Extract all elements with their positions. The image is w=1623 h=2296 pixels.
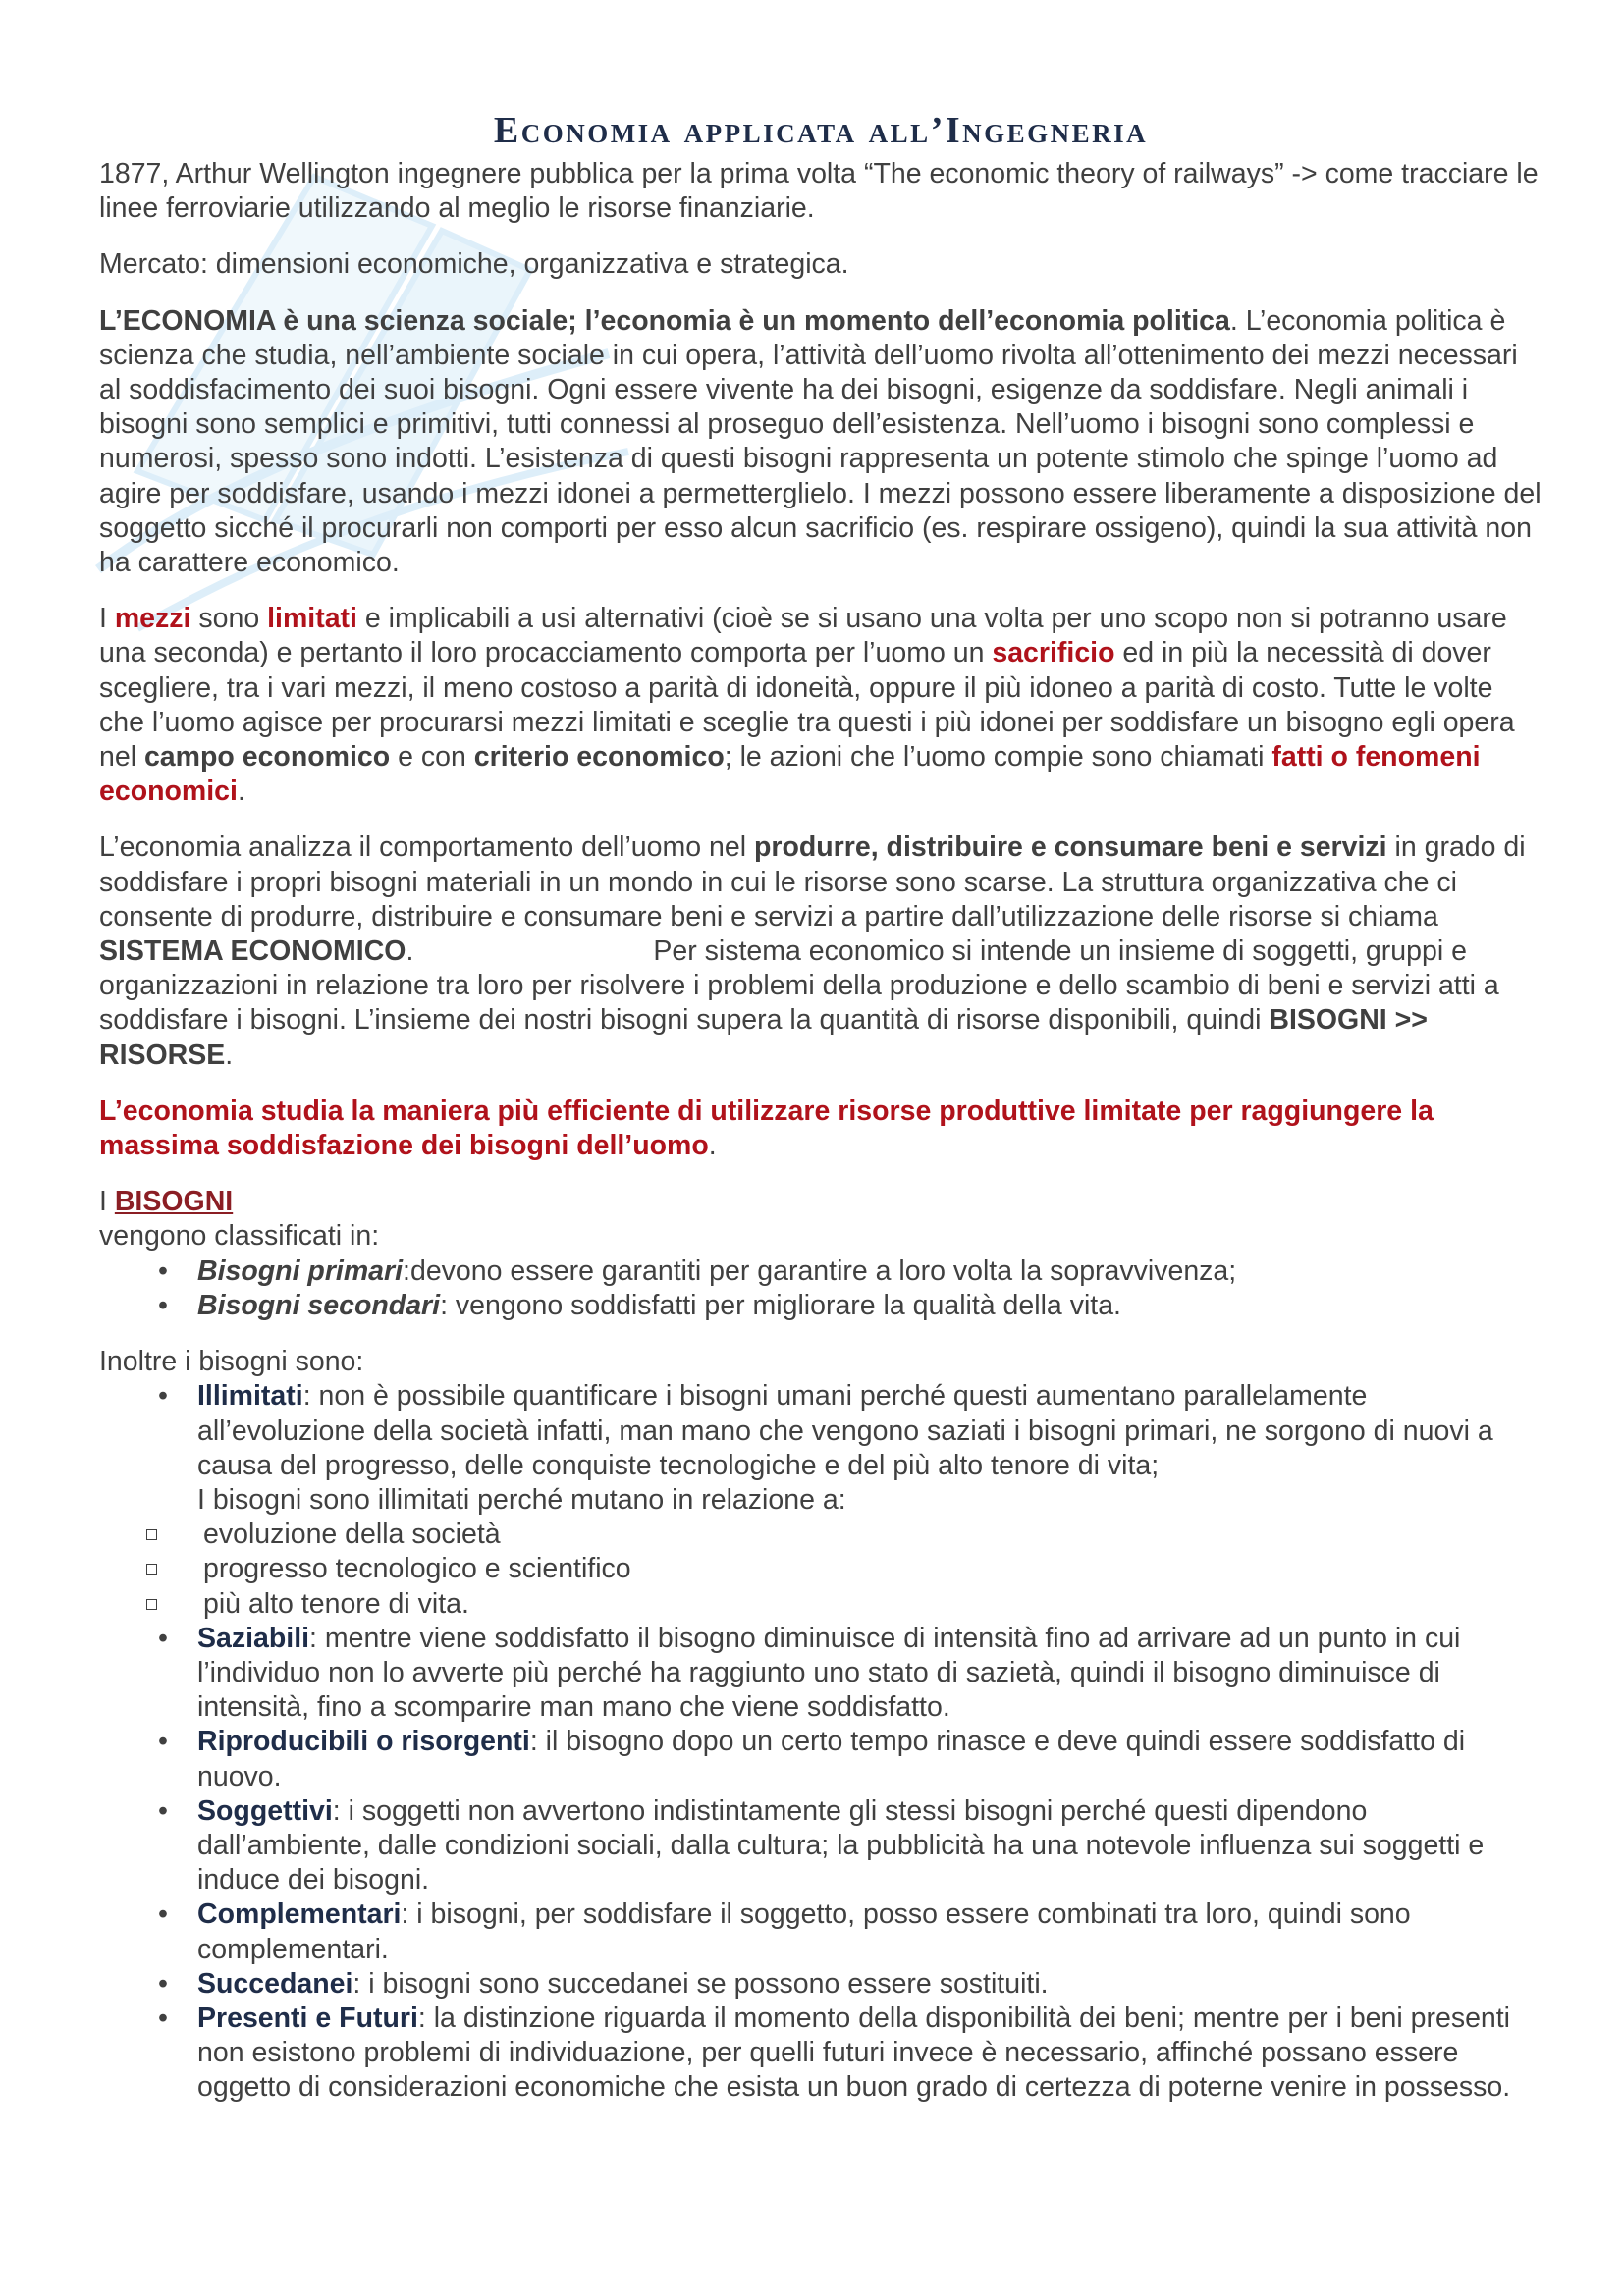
- economia-definition: L’ECONOMIA è una scienza sociale; l’economia è un momento dell’economia politica: [99, 304, 1230, 337]
- list-item: [99, 1622, 1542, 1726]
- inoltre-line: Inoltre i bisogni sono:: [99, 1346, 364, 1378]
- page-title: Economia applicata all’Ingegneria: [493, 110, 1149, 151]
- mezzi-text: e implicabili a usi alternativi (cioè se si usano una volta per uno scopo non si potranno usare una seconda) e pertanto il loro procacciamento comporta per l’uomo un: [99, 603, 1507, 669]
- list-item-text: : mentre viene soddisfatto il bisogno diminuisce di intensità fino ad arrivare ad un punto in cui l’individuo non lo avverte più perché ha raggiunto uno stato di sazietà, quindi il bisogno diminuisce di intensità, fino a scomparire man mano che viene soddisfatto.: [197, 1622, 1461, 1724]
- mezzi-text: sono: [190, 603, 268, 635]
- list-item-text: progresso tecnologico e scientifico: [203, 1553, 631, 1585]
- list-item: [99, 1725, 1542, 1793]
- caratteristiche-list: [99, 1622, 1542, 2106]
- bullet-icon: •: [158, 1255, 168, 1287]
- mezzi-text: .: [237, 775, 245, 808]
- list-item: [99, 1255, 1542, 1289]
- mezzi-text: I: [99, 603, 115, 635]
- bold-campo-economico: campo economico: [143, 741, 391, 774]
- bullet-icon: •: [158, 1898, 168, 1931]
- bold-bisogni-risorse: BISOGNI >> RISORSE: [99, 1004, 1428, 1071]
- analisi-paragraph: [99, 830, 1542, 1072]
- definition-paragraph: [99, 1095, 1542, 1163]
- list-item-text: : i bisogni sono succedanei se possono essere sostituiti.: [352, 1967, 1049, 2000]
- analisi-text: L’economia analizza il comportamento dell’uomo nel: [99, 831, 754, 864]
- bisogni-subheading: vengono classificati in:: [99, 1220, 380, 1253]
- bullet-icon: •: [158, 1289, 168, 1321]
- list-item-text: : i bisogni, per soddisfare il soggetto, posso essere combinati tra loro, quindi sono complementari.: [197, 1898, 1411, 1965]
- classificazione-list: [99, 1255, 1542, 1323]
- highlight-mezzi: mezzi: [114, 603, 191, 635]
- bisogni-pre: I: [99, 1186, 115, 1218]
- illimitati-continuation: I bisogni sono illimitati perché mutano in relazione a:: [197, 1483, 846, 1516]
- analisi-text: Per sistema economico si intende un insieme di soggetti, gruppi e organizzazioni in relazione tra loro per risolvere i problemi della produzione e dello scambio di beni e servizi atti a soddisfare i bisogni. L’insieme dei nostri bisogni supera la quantità di risorse disponibili, quindi: [99, 935, 1499, 1037]
- list-item-text: : non è possibile quantificare i bisogni umani perché questi aumentano parallelamente all’evoluzione della società infatti, man mano che vengono saziati i bisogni primari, ne sorgono di nuovi a causa del progresso, delle conquiste tecnologiche e del più alto tenore di vita;: [197, 1380, 1493, 1481]
- list-item-text: : il bisogno dopo un certo tempo rinasce e deve quindi essere soddisfatto di nuovo.: [197, 1726, 1466, 1792]
- analisi-text: .: [406, 935, 414, 968]
- list-item-text: più alto tenore di vita.: [203, 1587, 469, 1620]
- bisogni-link[interactable]: BISOGNI: [114, 1186, 234, 1218]
- list-item: [99, 1897, 1542, 1966]
- mercato-paragraph: Mercato: dimensioni economiche, organizzativa e strategica.: [99, 248, 849, 281]
- bullet-icon: •: [158, 1726, 168, 1758]
- square-bullet-icon: [146, 1529, 157, 1540]
- document-page: [99, 106, 1542, 2106]
- list-item: [99, 1794, 1542, 1898]
- square-bullet-icon: [146, 1564, 157, 1575]
- list-item-term: Riproducibili o risorgenti: [197, 1726, 530, 1758]
- economia-text: . L’economia politica è scienza che studia, nell’ambiente sociale in cui opera, l’attività dell’uomo rivolta all’ottenimento dei mezzi necessari al soddisfacimento dei suoi bisogni. Ogni essere vivente ha dei bisogni, esigenze da soddisfare. Negli animali i bisogni sono semplici e primitivi, tutti connessi al proseguo dell’esistenza. Nell’uomo i bisogni sono complessi e numerosi, spesso sono indotti. L’esistenza di questi bisogni rappresenta un potente stimolo che spinge l’uomo ad agire per soddisfare, usando i mezzi idonei a permetterglielo. I mezzi possono essere liberamente a disposizione del soggetto sicché il procurarli non comporti per esso alcun sacrificio (es. respirare ossigeno), quindi la sua attività non ha carattere economico.: [99, 304, 1542, 579]
- analisi-text: .: [225, 1039, 234, 1071]
- highlight-fatti-economici: fatti o fenomeni economici: [99, 741, 1481, 808]
- list-item: [99, 1518, 1542, 1552]
- analisi-text: in grado di soddisfare i propri bisogni materiali in un mondo in cui le risorse sono scarse. La struttura organizzativa che ci consente di produrre, distribuire e consumare beni e servizi a partire dall’utilizzazione delle risorse si chiama: [99, 831, 1526, 933]
- list-item-text: : la distinzione riguarda il momento della disponibilità dei beni; mentre per i beni presenti non esistono problemi di individuazione, per quelli futuri invece è necessario, affinché possano essere oggetto di considerazioni economiche che esista un buon grado di certezza di poterne venire in possesso.: [197, 2002, 1511, 2104]
- highlight-sacrificio: sacrificio: [992, 637, 1115, 669]
- definition-end: .: [708, 1130, 717, 1162]
- list-item: [99, 1289, 1542, 1323]
- list-item-term: Presenti e Futuri: [197, 2002, 418, 2034]
- list-item-text: :devono essere garantiti per garantire a loro volta la sopravvivenza;: [403, 1255, 1237, 1287]
- square-bullet-icon: [146, 1599, 157, 1610]
- bullet-icon: •: [158, 2002, 168, 2034]
- mutano-list: [99, 1518, 1542, 1622]
- list-item: [99, 1379, 1542, 1483]
- list-item-term: Bisogni secondari: [197, 1289, 441, 1321]
- list-item: [99, 1552, 1542, 1586]
- list-item-term: Illimitati: [197, 1380, 303, 1413]
- list-item-text: : i soggetti non avvertono indistintamente gli stessi bisogni perché questi dipendono dall’ambiente, dalle condizioni sociali, dalla cultura; la pubblicità ha una notevole influenza sui soggetti e induce dei bisogni.: [197, 1794, 1485, 1896]
- list-item-term: Succedanei: [197, 1967, 353, 2000]
- mezzi-paragraph: [99, 602, 1542, 809]
- list-item-text: : vengono soddisfatti per migliorare la qualità della vita.: [440, 1289, 1121, 1321]
- list-item: [99, 1587, 1542, 1622]
- intro-paragraph: 1877, Arthur Wellington ingegnere pubblica per la prima volta “The economic theory of railways” -> come tracciare le linee ferroviarie utilizzando al meglio le risorse finanziarie.: [99, 158, 1539, 225]
- list-item-term: Complementari: [197, 1898, 402, 1931]
- mezzi-text: ed in più la necessità di dover scegliere, tra i vari mezzi, il meno costoso a parità di idoneità, oppure il più idoneo a parità di costo. Tutte le volte che l’uomo agisce per procurarsi mezzi limitati e sceglie tra questi i più idonei per soddisfare un bisogno egli opera nel: [99, 637, 1515, 774]
- economia-paragraph: [99, 304, 1542, 581]
- list-item-term: Soggettivi: [197, 1794, 333, 1827]
- bullet-icon: •: [158, 1967, 168, 2000]
- mezzi-text: e con: [390, 741, 474, 774]
- illimitati-list: [99, 1379, 1542, 1483]
- mezzi-text: ; le azioni che l’uomo compie sono chiamati: [724, 741, 1272, 774]
- bisogni-heading: [99, 1185, 1542, 1219]
- list-item: [99, 1967, 1542, 2002]
- economia-definition-highlight: L’economia studia la maniera più efficiente di utilizzare risorse produttive limitate per raggiungere la massima soddisfazione dei bisogni dell’uomo: [99, 1095, 1434, 1162]
- list-item-term: Saziabili: [197, 1622, 310, 1654]
- bold-sistema-economico: SISTEMA ECONOMICO: [99, 935, 406, 968]
- highlight-limitati: limitati: [267, 603, 357, 635]
- list-item-text: evoluzione della società: [203, 1519, 501, 1551]
- bullet-icon: •: [158, 1622, 168, 1654]
- bold-criterio-economico: criterio economico: [473, 741, 725, 774]
- bullet-icon: •: [158, 1380, 168, 1413]
- list-item-term: Bisogni primari: [197, 1255, 404, 1287]
- bold-produrre: produrre, distribuire e consumare beni e servizi: [753, 831, 1387, 864]
- bullet-icon: •: [158, 1794, 168, 1827]
- list-item: [99, 2002, 1542, 2106]
